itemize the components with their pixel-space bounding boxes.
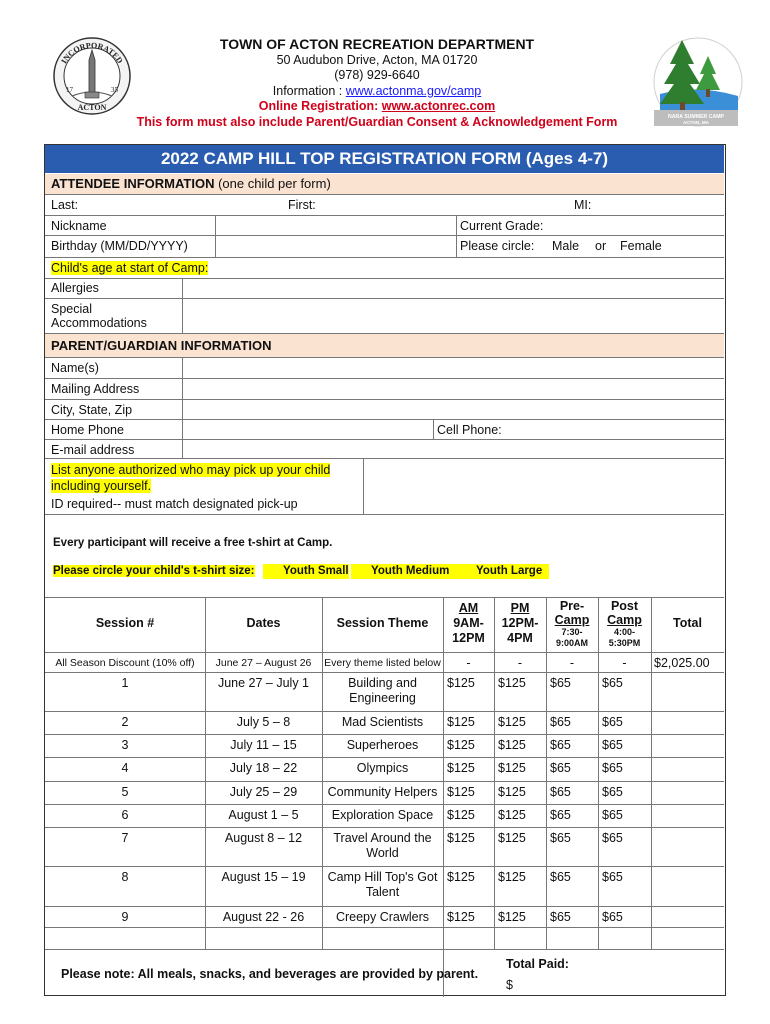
session-dates: August 1 – 5 — [228, 808, 299, 822]
am-time-start: 9AM- — [453, 616, 484, 630]
names-label: Name(s) — [51, 361, 99, 375]
pm-time-end: 4PM — [507, 631, 533, 645]
online-registration-link[interactable]: www.actonrec.com — [381, 99, 496, 114]
session-pre[interactable]: $65 — [550, 738, 571, 752]
session-post[interactable]: $65 — [602, 785, 623, 799]
svg-text:INCORPORATED: INCORPORATED — [59, 40, 125, 66]
online-label: Online Registration: — [258, 99, 382, 114]
gender-or-label: or — [595, 239, 607, 253]
session-theme — [322, 761, 443, 776]
session-theme-line: Engineering — [349, 691, 416, 705]
pre-camp-label-1: Pre- — [559, 599, 585, 613]
discount-pre-camp[interactable]: - — [569, 656, 575, 670]
discount-dates: June 27 – August 26 — [215, 657, 312, 669]
col-header-am — [443, 601, 494, 646]
first-name-field[interactable]: First: — [288, 198, 316, 212]
discount-post-camp[interactable]: - — [622, 656, 627, 670]
session-num: 2 — [121, 715, 129, 729]
col-header-pm — [494, 601, 546, 646]
session-num: 9 — [121, 910, 129, 924]
svg-text:17: 17 — [66, 86, 73, 94]
logo-line1: NARA SUMMER CAMP — [667, 114, 725, 120]
session-theme-line: Exploration Space — [331, 808, 434, 822]
session-dates: June 27 – July 1 — [217, 676, 310, 690]
cell-phone-field[interactable]: Cell Phone: — [437, 423, 502, 437]
post-camp-label-1: Post — [610, 599, 639, 613]
parent-section-heading: PARENT/GUARDIAN INFORMATION — [45, 334, 724, 357]
session-am[interactable]: $125 — [447, 715, 475, 729]
pre-camp-label-2: Camp — [554, 613, 590, 627]
session-theme — [322, 676, 443, 706]
session-theme-line: Mad Scientists — [341, 715, 424, 729]
session-pre[interactable]: $65 — [550, 785, 571, 799]
session-theme — [322, 715, 443, 730]
session-theme-line: Superheroes — [346, 738, 419, 752]
current-grade-field[interactable]: Current Grade: — [460, 219, 544, 233]
am-label: AM — [458, 601, 479, 615]
session-post[interactable]: $65 — [602, 738, 623, 752]
session-theme — [322, 808, 443, 823]
session-dates: July 18 – 22 — [229, 761, 298, 775]
attendee-section-heading — [45, 174, 724, 194]
email-input[interactable] — [183, 440, 723, 458]
session-pre[interactable]: $65 — [550, 715, 571, 729]
tshirt-size-label: Please circle your child's t-shirt size: — [53, 565, 255, 577]
mailing-address-label: Mailing Address — [51, 382, 140, 396]
session-pm[interactable]: $125 — [498, 715, 526, 729]
accommodations-label: Accommodations — [51, 316, 147, 330]
pre-camp-time-start: 7:30- — [561, 627, 583, 637]
discount-theme: Every theme listed below — [324, 657, 441, 669]
session-pm[interactable]: $125 — [498, 910, 526, 924]
post-camp-label-2: Camp — [607, 613, 642, 627]
session-post[interactable]: $65 — [602, 715, 623, 729]
pm-time-start: 12PM- — [501, 616, 539, 630]
tshirt-youth-large[interactable]: Youth Large — [469, 564, 549, 579]
session-theme — [322, 785, 443, 800]
gender-male-option[interactable]: Male — [552, 239, 580, 253]
discount-pm[interactable]: - — [517, 656, 523, 670]
pickup-line-2: including yourself. — [51, 479, 152, 493]
session-pre[interactable]: $65 — [550, 870, 571, 884]
session-num: 3 — [121, 738, 129, 752]
session-pm[interactable]: $125 — [498, 761, 526, 775]
discount-total: $2,025.00 — [654, 656, 710, 670]
tshirt-youth-medium[interactable]: Youth Medium — [351, 564, 469, 579]
svg-text:35: 35 — [111, 86, 118, 94]
session-theme-line: Camp Hill Top's Got — [327, 870, 438, 884]
home-phone-label: Home Phone — [51, 423, 124, 437]
session-am[interactable]: $125 — [447, 910, 475, 924]
session-num: 8 — [121, 870, 129, 884]
logo-line2: ACTON, MA — [683, 120, 709, 125]
session-pm[interactable]: $125 — [498, 785, 526, 799]
session-pre[interactable]: $65 — [550, 761, 571, 775]
session-dates: August 15 – 19 — [221, 870, 306, 884]
col-header-total: Total — [673, 616, 702, 630]
session-theme-line: Community Helpers — [327, 785, 438, 799]
session-theme-line: World — [366, 846, 399, 860]
session-post[interactable]: $65 — [602, 761, 623, 775]
session-pre[interactable]: $65 — [550, 910, 571, 924]
session-post[interactable]: $65 — [602, 910, 623, 924]
id-required-note: ID required-- must match designated pick-up — [51, 497, 298, 511]
pm-label: PM — [510, 601, 530, 615]
mailing-address-input[interactable] — [183, 379, 723, 399]
session-pm[interactable]: $125 — [498, 738, 526, 752]
session-num: 7 — [121, 831, 129, 845]
session-num: 6 — [121, 808, 129, 822]
session-theme — [322, 738, 443, 753]
session-theme-line: Travel Around the — [333, 831, 432, 845]
session-pre[interactable]: $65 — [550, 808, 571, 822]
session-am[interactable]: $125 — [447, 808, 475, 822]
session-post[interactable]: $65 — [602, 808, 623, 822]
session-post[interactable]: $65 — [602, 831, 623, 845]
nickname-birthday-input[interactable] — [215, 216, 456, 256]
session-dates: July 25 – 29 — [229, 785, 298, 799]
discount-am[interactable]: - — [466, 656, 471, 670]
total-paid-label: Total Paid: — [506, 957, 569, 971]
info-link[interactable]: www.actonma.gov/camp — [345, 83, 482, 98]
pickup-line-1: List anyone authorized who may pick up your child — [51, 463, 331, 477]
total-paid-field[interactable]: $ — [506, 978, 513, 992]
names-input[interactable] — [183, 358, 723, 378]
nara-summer-camp-logo-icon — [648, 34, 744, 130]
session-num: 5 — [121, 785, 129, 799]
child-age-field[interactable]: Child's age at start of Camp: — [51, 261, 209, 275]
middle-initial-field[interactable]: MI: — [574, 198, 592, 212]
session-am[interactable]: $125 — [447, 785, 475, 799]
email-label: E-mail address — [51, 443, 135, 457]
meals-note: Please note: All meals, snacks, and beverages are provided by parent. — [61, 967, 479, 981]
session-theme-line: Creepy Crawlers — [335, 910, 430, 924]
org-address: 50 Audubon Drive, Acton, MA 01720 — [276, 52, 478, 67]
tshirt-youth-small[interactable]: Youth Small — [263, 564, 349, 579]
session-theme-line: Building and — [348, 676, 417, 690]
col-header-post-camp — [598, 599, 651, 649]
city-state-zip-label: City, State, Zip — [51, 403, 133, 417]
session-post[interactable]: $65 — [602, 676, 623, 690]
org-phone: (978) 929-6640 — [334, 68, 420, 83]
col-header-dates: Dates — [246, 616, 281, 630]
allergies-label: Allergies — [51, 281, 99, 295]
session-theme — [322, 831, 443, 861]
post-camp-time-end: 5:30PM — [608, 638, 641, 648]
post-camp-time-start: 4:00- — [613, 627, 635, 637]
session-theme-line: Olympics — [356, 761, 409, 775]
session-pre[interactable]: $65 — [550, 831, 571, 845]
city-state-zip-input[interactable] — [183, 400, 723, 419]
session-am[interactable]: $125 — [447, 676, 475, 690]
last-name-field[interactable]: Last: — [51, 198, 79, 212]
birthday-label: Birthday (MM/DD/YYYY) — [51, 239, 188, 253]
svg-text:ACTON: ACTON — [77, 103, 107, 112]
col-header-session: Session # — [95, 616, 155, 630]
session-num: 4 — [121, 761, 129, 775]
special-accommodations-input[interactable] — [183, 299, 723, 333]
nickname-label: Nickname — [51, 219, 107, 233]
form-title: 2022 CAMP HILL TOP REGISTRATION FORM (Ages 4-7) — [45, 145, 724, 173]
consent-notice: This form must also include Parent/Guardian Consent & Acknowledgement Form — [136, 114, 618, 129]
session-am[interactable]: $125 — [447, 870, 475, 884]
session-pm[interactable]: $125 — [498, 870, 526, 884]
session-theme — [322, 870, 443, 900]
session-dates: July 5 – 8 — [236, 715, 291, 729]
tshirt-free-note: Every participant will receive a free t-shirt at Camp. — [53, 537, 333, 549]
session-theme-line: Talent — [365, 885, 400, 899]
session-dates: July 11 – 15 — [230, 738, 297, 752]
org-name: TOWN OF ACTON RECREATION DEPARTMENT — [219, 36, 535, 52]
session-pre[interactable]: $65 — [550, 676, 571, 690]
session-post[interactable]: $65 — [602, 870, 623, 884]
attendee-heading-note: (one child per form) — [214, 176, 331, 191]
allergies-input[interactable] — [183, 279, 723, 297]
discount-session: All Season Discount (10% off) — [55, 657, 195, 669]
session-pm[interactable]: $125 — [498, 808, 526, 822]
attendee-heading: ATTENDEE INFORMATION — [51, 176, 215, 191]
am-time-end: 12PM — [452, 631, 485, 645]
please-circle-label: Please circle: — [460, 239, 535, 253]
pre-camp-time-end: 9:00AM — [555, 638, 588, 648]
session-pm[interactable]: $125 — [498, 676, 526, 690]
gender-female-option[interactable]: Female — [620, 239, 662, 253]
session-pm[interactable]: $125 — [498, 831, 526, 845]
col-header-pre-camp — [546, 599, 598, 649]
letterhead — [120, 37, 634, 131]
session-theme — [322, 910, 443, 925]
session-am[interactable]: $125 — [447, 831, 475, 845]
special-label: Special — [51, 302, 92, 316]
registration-form — [44, 144, 726, 996]
col-header-theme: Session Theme — [336, 616, 429, 630]
session-dates: August 8 – 12 — [224, 831, 303, 845]
session-num: 1 — [121, 676, 129, 690]
session-dates: August 22 - 26 — [222, 910, 305, 924]
session-am[interactable]: $125 — [447, 738, 475, 752]
authorized-pickup-input[interactable] — [364, 459, 723, 513]
info-label: Information : — [272, 83, 346, 98]
session-am[interactable]: $125 — [447, 761, 475, 775]
home-phone-input[interactable] — [183, 420, 433, 439]
